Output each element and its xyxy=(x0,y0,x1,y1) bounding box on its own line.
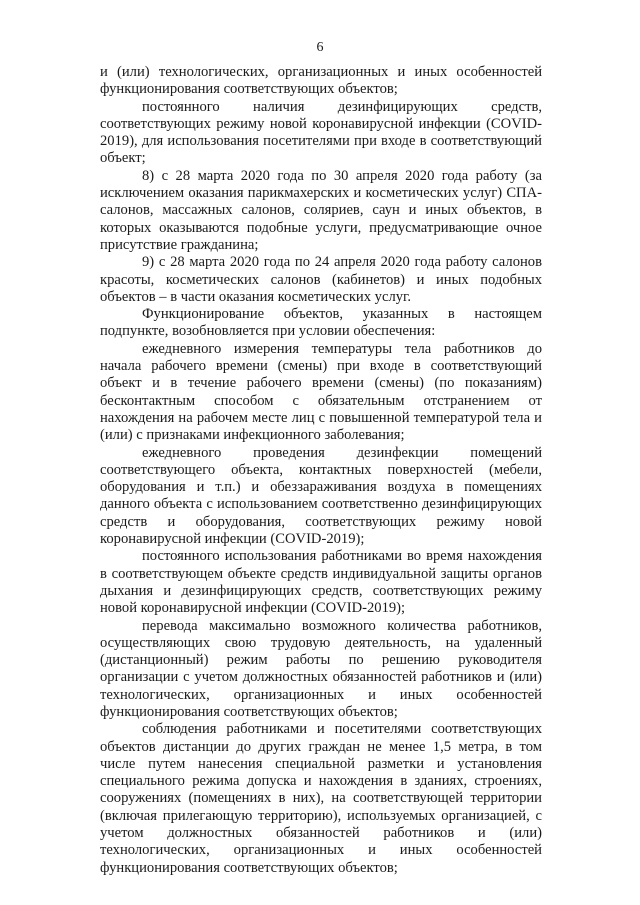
paragraph: перевода максимально возможного количества работников, осуществляющих свою трудовую деятельность, на удаленный (дистанционный) режим работы по решению руководителя организации с учетом должностных обязанностей работников и (или) технологических, организационных и иных особенностей функционирования соответствующих объектов; xyxy=(100,617,542,720)
paragraph: постоянного использования работниками во время нахождения в соответствующем объекте средств индивидуальной защиты органов дыхания и дезинфицирующих средств, соответствующих режиму новой коронавирусной инфекции (COVID-2019); xyxy=(100,548,542,617)
document-body xyxy=(100,64,542,877)
page-number: 6 xyxy=(316,40,324,55)
paragraph: 8) с 28 марта 2020 года по 30 апреля 2020 года работу (за исключением оказания парикмахерских и косметических услуг) СПА-салонов, массажных салонов, соляриев, саун и иных объектов, в которых оказываются подобные услуги, предусматривающие очное присутствие гражданина; xyxy=(100,167,542,253)
paragraph: Функционирование объектов, указанных в настоящем подпункте, возобновляется при условии обеспечения: xyxy=(100,306,542,340)
paragraph: постоянного наличия дезинфицирующих средств, соответствующих режиму новой коронавирусной инфекции (COVID-2019), для использования посетителями при входе в соответствующий объект; xyxy=(100,98,542,167)
paragraph: 9) с 28 марта 2020 года по 24 апреля 2020 года работу салонов красоты, косметических салонов (кабинетов) и иных подобных объектов – в части оказания косметических услуг. xyxy=(100,254,542,305)
paragraph: ежедневного проведения дезинфекции помещений соответствующего объекта, контактных поверхностей (мебели, оборудования и т.п.) и обеззараживания воздуха в помещениях данного объекта с использованием соответственно дезинфицирующих средств и оборудования, соответствующих режиму новой коронавирусной инфекции (COVID-2019); xyxy=(100,444,542,548)
paragraph: ежедневного измерения температуры тела работников до начала рабочего времени (смены) при входе в соответствующий объект и в течение рабочего времени (смены) (по показаниям) бесконтактным способом с обязательным отстранением от нахождения на рабочем месте лиц с повышенной температурой тела и (или) с признаками инфекционного заболевания; xyxy=(100,340,542,444)
paragraph: соблюдения работниками и посетителями соответствующих объектов дистанции до других граждан не менее 1,5 метра, в том числе путем нанесения специальной разметки и установления специального режима допуска и нахождения в зданиях, строениях, сооружениях (помещениях в них), на соответствующей территории (включая прилегающую территорию), используемых организацией, с учетом должностных обязанностей работников и (или) технологических, организационных и иных особенностей функционирования соответствующих объектов; xyxy=(100,721,542,876)
paragraph: и (или) технологических, организационных и иных особенностей функционирования соответствующих объектов; xyxy=(100,64,542,98)
